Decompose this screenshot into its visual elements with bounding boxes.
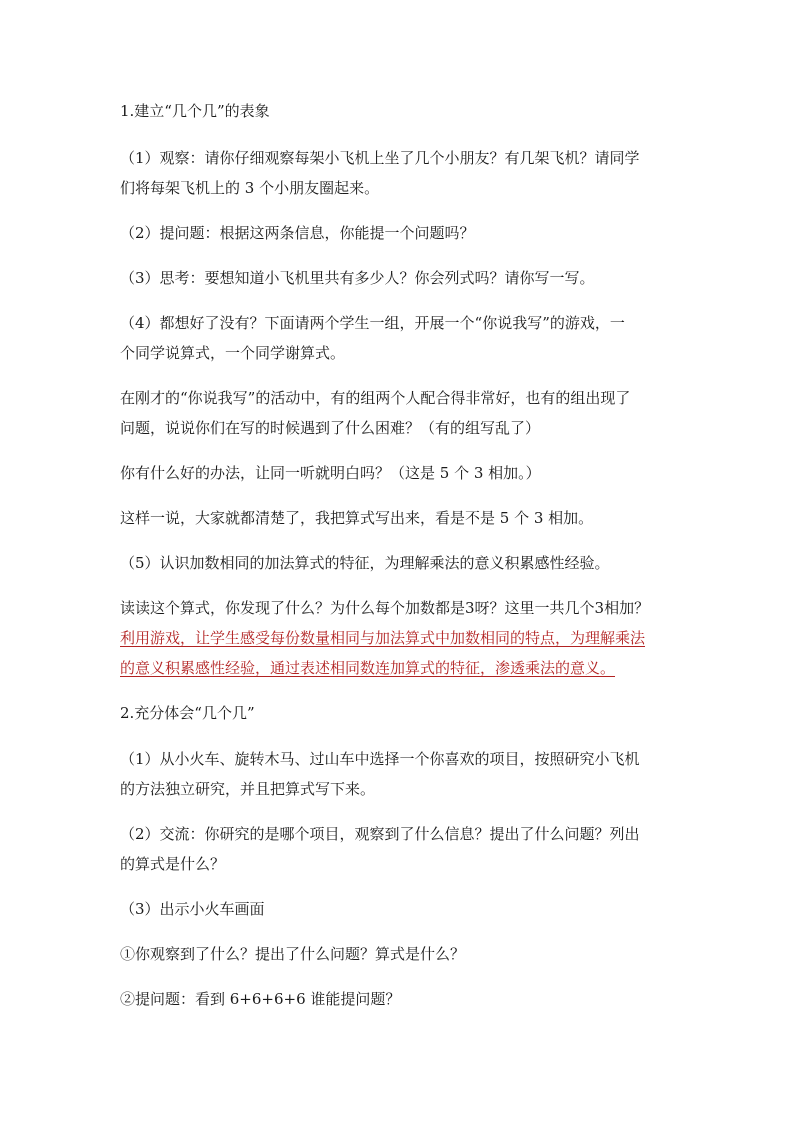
paragraph-line: （4）都想好了没有？下面请两个学生一组，开展一个“你说我写”的游戏，一 xyxy=(120,314,625,332)
section-heading-1: 1.建立“几个几”的表象 xyxy=(120,102,270,120)
annotation-line: 利用游戏，让学生感受每份数量相同与加法算式中加数相同的特点，为理解乘法 xyxy=(120,629,646,647)
paragraph-line: 的方法独立研究，并且把算式写下来。 xyxy=(120,780,376,798)
paragraph-line: 读读这个算式，你发现了什么？为什么每个加数都是3呀？这里一共几个3相加？ xyxy=(120,599,650,617)
paragraph-line: （1）观察：请你仔细观察每架小飞机上坐了几个小朋友？有几架飞机？请同学 xyxy=(120,149,640,167)
paragraph-line: 个同学说算式，一个同学谢算式。 xyxy=(120,344,346,362)
paragraph-line: 的算式是什么？ xyxy=(120,855,226,873)
paragraph-line: （2）提问题：根据这两条信息，你能提一个问题吗？ xyxy=(120,224,475,242)
annotation-line: 的意义积累感性经验，通过表述相同数连加算式的特征，渗透乘法的意义。 xyxy=(120,659,616,677)
section-heading-2: 2.充分体会“几个几” xyxy=(120,704,255,722)
paragraph-line: （5）认识加数相同的加法算式的特征，为理解乘法的意义积累感性经验。 xyxy=(120,554,610,572)
paragraph-line: 你有什么好的办法，让同一听就明白吗？（这是 5 个 3 相加。） xyxy=(120,464,541,482)
paragraph-line: ①你观察到了什么？提出了什么问题？算式是什么？ xyxy=(120,945,466,963)
paragraph-line: （1）从小火车、旋转木马、过山车中选择一个你喜欢的项目，按照研究小飞机 xyxy=(120,750,640,768)
paragraph-line: 在刚才的“你说我写”的活动中，有的组两个人配合得非常好，也有的组出现了 xyxy=(120,389,631,407)
paragraph-line: （3）出示小火车画面 xyxy=(120,900,265,918)
paragraph-line: ②提问题：看到 6+6+6+6 谁能提问题？ xyxy=(120,990,401,1008)
paragraph-line: 这样一说，大家就都清楚了，我把算式写出来，看是不是 5 个 3 相加。 xyxy=(120,509,594,527)
document-page xyxy=(120,0,680,1123)
paragraph-line: 问题，说说你们在写的时候遇到了什么困难？（有的组写乱了） xyxy=(120,419,541,437)
paragraph-line: （2）交流：你研究的是哪个项目，观察到了什么信息？提出了什么问题？列出 xyxy=(120,825,640,843)
paragraph-line: 们将每架飞机上的 3 个小朋友圈起来。 xyxy=(120,179,380,197)
paragraph-line: （3）思考：要想知道小飞机里共有多少人？你会列式吗？请你写一写。 xyxy=(120,269,595,287)
